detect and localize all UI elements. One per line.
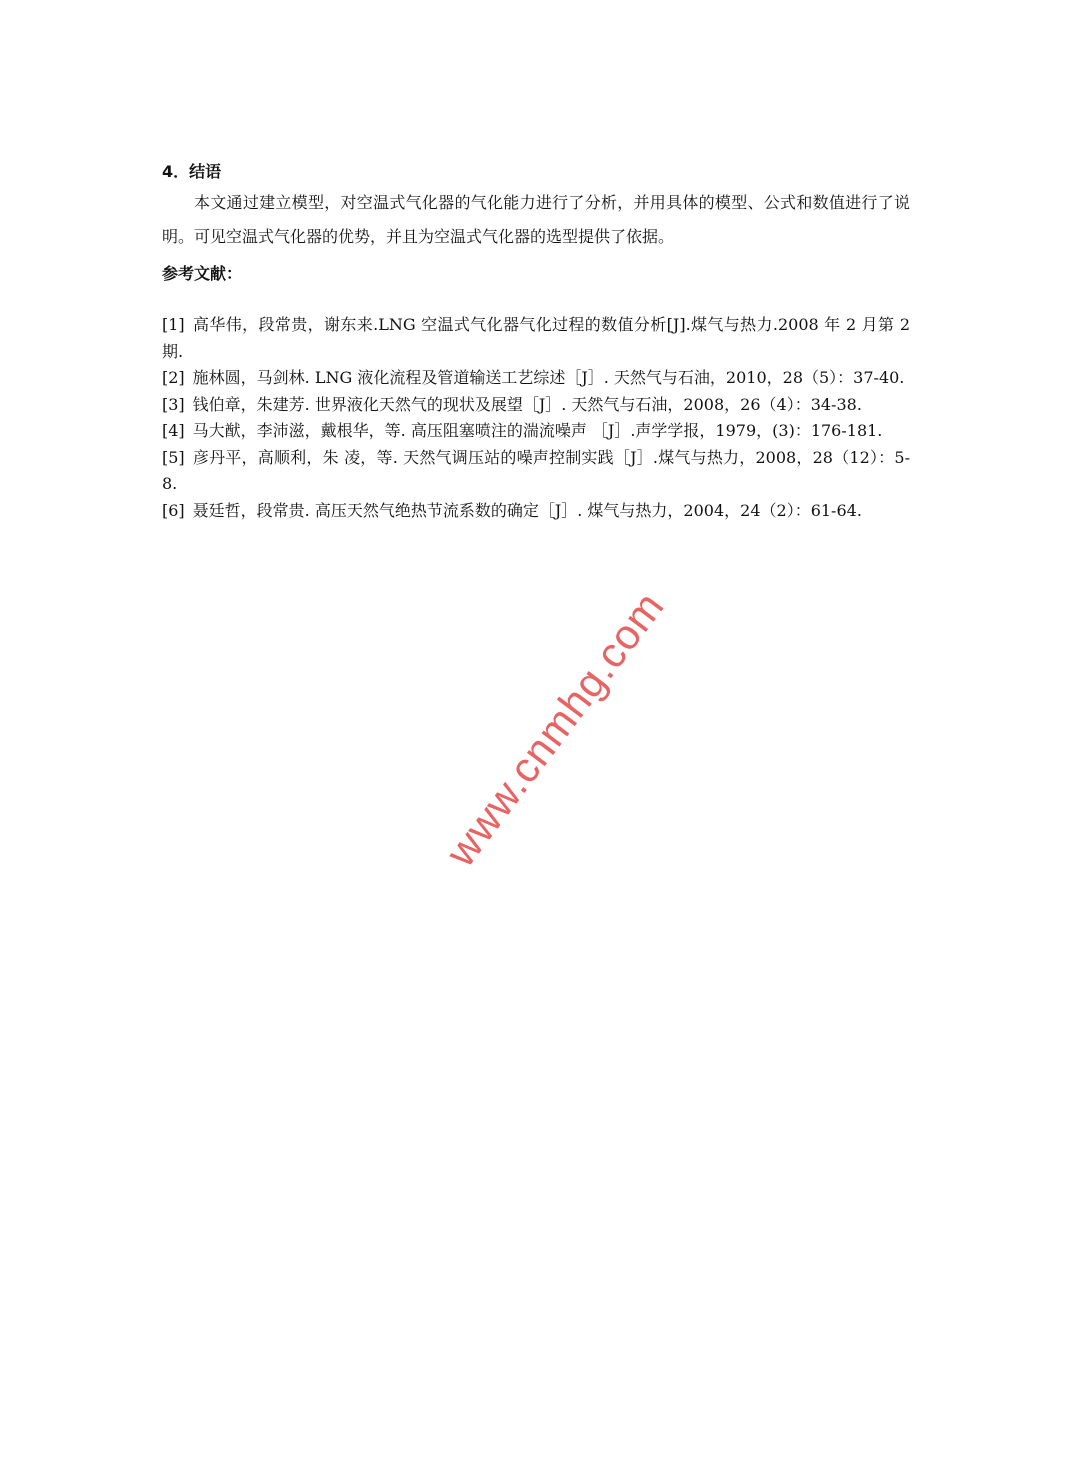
watermark-text: www.cnmhg.com [436,582,674,875]
reference-item [162,498,910,525]
reference-number: [3] [162,394,185,414]
reference-number: [6] [162,500,185,520]
reference-item [162,418,910,445]
references-list [162,312,910,524]
reference-text: 聂廷哲，段常贵. 高压天然气绝热节流系数的确定［J］. 煤气与热力，2004，24（2）：61-64. [192,500,862,520]
reference-text: 高华伟，段常贵，谢东来.LNG 空温式气化器气化过程的数值分析[J].煤气与热力.2008 年 2 月第 2 期. [162,315,910,361]
page-content [162,158,910,524]
reference-text: 钱伯章，朱建芳. 世界液化天然气的现状及展望［J］. 天然气与石油，2008，26（4）：34-38. [192,394,862,414]
section-heading-conclusion: 4．结语 [162,162,222,181]
reference-number: [4] [162,421,185,440]
reference-text: 彦丹平，高顺利，朱 凌，等. 天然气调压站的噪声控制实践［J］.煤气与热力，2008，28（12）：5-8. [162,447,910,493]
references-heading: 参考文献： [162,264,243,283]
reference-item [162,312,910,365]
reference-item [162,445,910,498]
reference-number: [1] [162,315,185,334]
reference-number: [2] [162,368,185,387]
reference-item [162,365,910,392]
reference-text: 马大猷，李沛滋，戴根华，等. 高压阻塞喷注的湍流噪声 ［J］.声学学报，1979，(3)：176-181. [192,421,883,440]
reference-item [162,392,910,419]
reference-number: [5] [162,447,185,467]
reference-text: 施林圆，马剑林. LNG 液化流程及管道输送工艺综述［J］. 天然气与石油，2010，28（5）：37-40. [192,368,905,387]
conclusion-paragraph: 本文通过建立模型，对空温式气化器的气化能力进行了分析，并用具体的模型、公式和数值进行了说明。可见空温式气化器的优势，并且为空温式气化器的选型提供了依据。 [162,193,910,246]
